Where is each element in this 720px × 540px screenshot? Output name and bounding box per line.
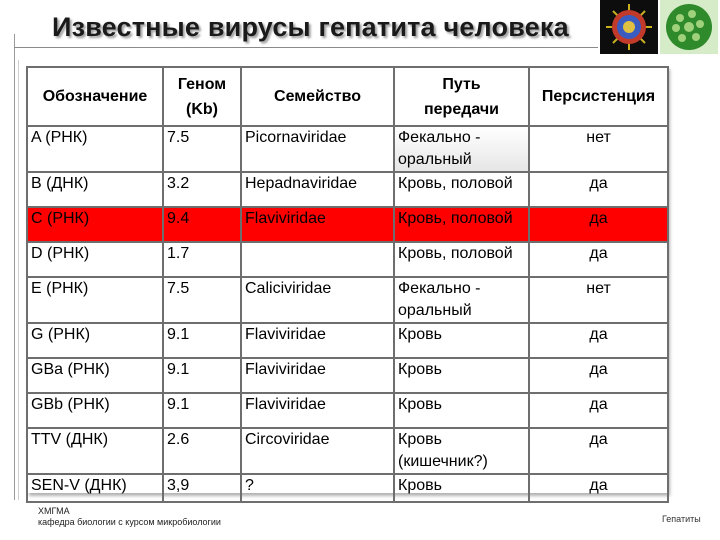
- header-persistence: Персистенция: [529, 67, 668, 126]
- left-rule-inner: [18, 60, 19, 500]
- cell-family: Flaviviridae: [241, 207, 394, 242]
- virus-particle-image: [600, 0, 658, 54]
- header-route-line1: Путь: [442, 75, 481, 93]
- cell-family: Caliciviridae: [241, 277, 394, 323]
- cell-route: [394, 207, 529, 242]
- cell-genome: 3,9: [163, 474, 241, 502]
- cell-designation: G (РНК): [27, 323, 163, 358]
- cell-genome: 9.4: [163, 207, 241, 242]
- cell-family: Flaviviridae: [241, 393, 394, 428]
- header-genome-line1: Геном: [177, 75, 227, 93]
- footer-organization: [38, 506, 221, 528]
- cell-family: Flaviviridae: [241, 323, 394, 358]
- cell-designation: GBa (РНК): [27, 358, 163, 393]
- table-row: [27, 242, 668, 277]
- cell-route: [394, 126, 529, 172]
- cell-designation: SEN-V (ДНК): [27, 474, 163, 502]
- cell-route-line1: Кровь: [398, 396, 442, 413]
- cell-route-line1: Кровь, половой: [398, 175, 513, 192]
- cell-route-line1: Кровь: [398, 477, 442, 494]
- cell-designation: B (ДНК): [27, 172, 163, 207]
- cell-route-line1: Кровь, половой: [398, 245, 513, 262]
- cell-family: Flaviviridae: [241, 358, 394, 393]
- cell-persistence: да: [529, 242, 668, 277]
- cell-persistence: да: [529, 474, 668, 502]
- cell-persistence: да: [529, 172, 668, 207]
- cell-route-line1: Кровь, половой: [398, 210, 513, 227]
- cell-designation: TTV (ДНК): [27, 428, 163, 474]
- cell-route-line2: оральный: [398, 302, 472, 319]
- cell-route-line1: Кровь: [398, 361, 442, 378]
- footer-org-name: ХМГМА: [38, 506, 70, 516]
- cell-route: [394, 242, 529, 277]
- cell-route: [394, 172, 529, 207]
- cell-designation: E (РНК): [27, 277, 163, 323]
- virus-capsid-image: [660, 0, 718, 54]
- cell-designation: C (РНК): [27, 207, 163, 242]
- table-row: [27, 207, 668, 242]
- table-row: [27, 126, 668, 172]
- slide-title: Известные вирусы гепатита человека: [52, 12, 569, 42]
- cell-genome: 7.5: [163, 277, 241, 323]
- footer-topic: Гепатиты: [662, 514, 701, 524]
- cell-genome: 7.5: [163, 126, 241, 172]
- cell-persistence: да: [529, 428, 668, 474]
- cell-family: ?: [241, 474, 394, 502]
- footer-department: кафедра биологии с курсом микробиологии: [38, 517, 221, 527]
- header-genome-line2: (Kb): [186, 100, 218, 118]
- table-row: [27, 428, 668, 474]
- header-route-line2: передачи: [423, 100, 499, 118]
- table-row: [27, 393, 668, 428]
- table-row: [27, 277, 668, 323]
- cell-genome: 9.1: [163, 323, 241, 358]
- cell-route-line1: Фекально -: [398, 280, 481, 297]
- hepatitis-virus-table: [26, 66, 667, 493]
- cell-genome: 3.2: [163, 172, 241, 207]
- cell-route: [394, 323, 529, 358]
- cell-genome: 2.6: [163, 428, 241, 474]
- table-row: [27, 172, 668, 207]
- cell-persistence: да: [529, 358, 668, 393]
- cell-family: Picornaviridae: [241, 126, 394, 172]
- cell-persistence: да: [529, 207, 668, 242]
- cell-designation: GBb (РНК): [27, 393, 163, 428]
- header-family: Семейство: [241, 67, 394, 126]
- cell-route: [394, 358, 529, 393]
- header-genome: [163, 67, 241, 126]
- cell-designation: A (РНК): [27, 126, 163, 172]
- cell-route-line1: Кровь: [398, 326, 442, 343]
- cell-persistence: да: [529, 393, 668, 428]
- cell-genome: 9.1: [163, 393, 241, 428]
- table-header-row: [27, 67, 668, 126]
- table-row: [27, 358, 668, 393]
- header-route: [394, 67, 529, 126]
- cell-route: [394, 277, 529, 323]
- left-rule: [14, 34, 15, 500]
- cell-family: Hepadnaviridae: [241, 172, 394, 207]
- header-designation: Обозначение: [27, 67, 163, 126]
- cell-route: [394, 474, 529, 502]
- cell-designation: D (РНК): [27, 242, 163, 277]
- cell-family: [241, 242, 394, 277]
- cell-route-line2: оральный: [398, 151, 472, 168]
- cell-route-line1: Фекально -: [398, 129, 481, 146]
- cell-persistence: нет: [529, 277, 668, 323]
- cell-family: Circoviridae: [241, 428, 394, 474]
- cell-persistence: нет: [529, 126, 668, 172]
- table-row: [27, 474, 668, 502]
- cell-persistence: да: [529, 323, 668, 358]
- title-underline: [14, 47, 598, 48]
- table-row: [27, 323, 668, 358]
- cell-route-line1: Кровь: [398, 431, 442, 448]
- cell-route: [394, 393, 529, 428]
- cell-genome: 9.1: [163, 358, 241, 393]
- cell-genome: 1.7: [163, 242, 241, 277]
- cell-route: [394, 428, 529, 474]
- cell-route-line2: (кишечник?): [398, 453, 488, 470]
